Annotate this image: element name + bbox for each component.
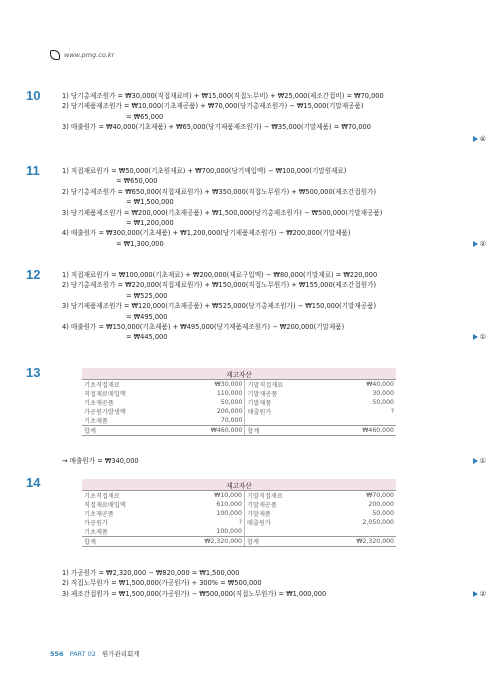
table-row: 기초재공품 100,000 기말제품 50,000 xyxy=(84,510,394,518)
solution-line: 1) 당기총제조원가 = ₩30,000(직접재료비) + ₩15,000(직접노무비) + ₩25,000(제조간접비) = ₩70,000 xyxy=(62,92,384,100)
problem-13-result xyxy=(62,456,486,466)
solution-line: 2) 직접노무원가 = ₩1,500,000(가공원가) ÷ 300% = ₩500,000 xyxy=(62,579,262,588)
part-label: PART 02 xyxy=(69,649,96,658)
solution-line: 1) 가공원가 = ₩2,320,000 − ₩820,000 = ₩1,500,000 xyxy=(62,569,240,577)
answer-marker: ④ xyxy=(473,134,486,144)
table-row: 기초재공품 50,000 기말제품 50,000 xyxy=(84,399,394,407)
table-row: 기초제품 100,000 xyxy=(82,527,396,537)
triangle-icon xyxy=(473,334,478,340)
solution-line: = ₩1,500,000 xyxy=(126,198,174,207)
page-footer xyxy=(50,649,140,658)
table-row: 가공원가발생액 200,000 매출원가 ? xyxy=(84,408,394,416)
answer-marker: ① xyxy=(473,456,486,466)
problem-number: 13 xyxy=(26,365,41,380)
table-row: 기초직접재료 ₩10,000 기말직접재료 ₩70,000 xyxy=(84,492,394,500)
answer-marker: ② xyxy=(473,589,486,599)
solution-line: 3) 당기제품제조원가 = ₩120,000(기초재공품) + ₩525,000(당기총제조원가) − ₩150,000(기말재공품) xyxy=(62,302,377,311)
table-row: 직접재료매입액 110,000 기말재공품 30,000 xyxy=(84,390,394,398)
solution-line: 2) 당기제품제조원가 = ₩10,000(기초재공품) + ₩70,000(당기총제조원가) − ₩15,000(기말재공품) xyxy=(62,102,364,111)
problem-number: 10 xyxy=(26,88,41,103)
solution-line: 2) 당기총제조원가 = ₩650,000(직접재료원가) + ₩350,000(직접노무원가) + ₩500,000(제조간접원가) xyxy=(62,187,377,196)
problem-10 xyxy=(26,88,486,143)
table-row: 기초직접재료 ₩30,000 기말직접재료 ₩40,000 xyxy=(84,381,394,389)
table-row: 가공원가 ? 매출원가 2,050,000 xyxy=(84,519,394,527)
answer-marker: ② xyxy=(473,239,486,249)
table-total-row: 합계 ₩2,320,000 합계 ₩2,320,000 xyxy=(84,538,394,546)
triangle-icon xyxy=(473,591,478,597)
logo-icon xyxy=(50,50,60,60)
triangle-icon xyxy=(473,136,478,142)
solution-line: 1) 직접재료원가 = ₩100,000(기초재료) + ₩200,000(재료구입액) − ₩80,000(기말재료) = ₩220,000 xyxy=(62,271,378,279)
solution-line: 4) 매출원가 = ₩300,000(기초제품) + ₩1,200,000(당기제품제조원가) − ₩200,000(기말제품) xyxy=(62,229,351,238)
problem-11 xyxy=(26,163,486,249)
solution-line: 2) 당기총제조원가 = ₩220,000(직접재료원가) + ₩150,000(직접노무원가) + ₩155,000(제조간접원가) xyxy=(62,281,377,290)
problem-number: 14 xyxy=(26,475,41,490)
chapter-title: 원가관리회계 xyxy=(101,650,140,658)
solution-line: = ₩525,000 xyxy=(126,291,168,300)
table-total-row: 합계 ₩460,000 합계 ₩460,000 xyxy=(84,427,394,435)
solution-line: = ₩1,200,000 xyxy=(126,219,174,228)
inventory-table-13 xyxy=(82,368,396,436)
table-title: 재고자산 xyxy=(82,479,396,491)
solution-line: 3) 제조간접원가 = ₩1,500,000(가공원가) − ₩500,000(직접노무원가) = ₩1,000,000 ② xyxy=(62,589,486,598)
table-row: 직접재료매입액 610,000 기말재공품 200,000 xyxy=(84,501,394,509)
table-row: 기초제품 70,000 xyxy=(82,416,396,426)
problem-number: 12 xyxy=(26,267,41,282)
answer-marker: ① xyxy=(473,332,486,342)
solution-line: = ₩495,000 xyxy=(126,312,168,321)
solution-line: 3) 당기제품제조원가 = ₩200,000(기초재공품) + ₩1,500,000(당기총제조원가) − ₩500,000(기말재공품) xyxy=(62,208,383,217)
problem-14-solution xyxy=(62,568,486,599)
table-title: 재고자산 xyxy=(82,368,396,380)
solution-line: → 매출원가 = ₩340,000 ① xyxy=(62,457,486,465)
solution-line: = ₩650,000 xyxy=(116,177,158,186)
header-url: www.pmg.co.kr xyxy=(64,51,115,59)
page-number: 556 xyxy=(50,649,64,658)
solution-line: 4) 매출원가 = ₩150,000(기초제품) + ₩495,000(당기제품제조원가) − ₩200,000(기말제품) xyxy=(62,323,345,332)
problem-12 xyxy=(26,267,486,343)
page-header xyxy=(50,48,114,62)
inventory-table-14 xyxy=(82,479,396,547)
triangle-icon xyxy=(473,241,478,247)
triangle-icon xyxy=(473,458,478,464)
solution-line: 3) 매출원가 = ₩40,000(기초제품) + ₩65,000(당기제품제조원가) − ₩35,000(기말제품) = ₩70,000 xyxy=(62,123,371,132)
problem-number: 11 xyxy=(26,163,40,178)
solution-line: 1) 직접재료원가 = ₩50,000(기초원재료) + ₩700,000(당기매입액) − ₩100,000(기말원재료) xyxy=(62,167,347,175)
solution-line: = ₩1,300,000 ② xyxy=(116,239,486,248)
solution-line: = ₩65,000 xyxy=(126,112,164,121)
solution-line: = ₩445,000 ① xyxy=(126,333,486,342)
